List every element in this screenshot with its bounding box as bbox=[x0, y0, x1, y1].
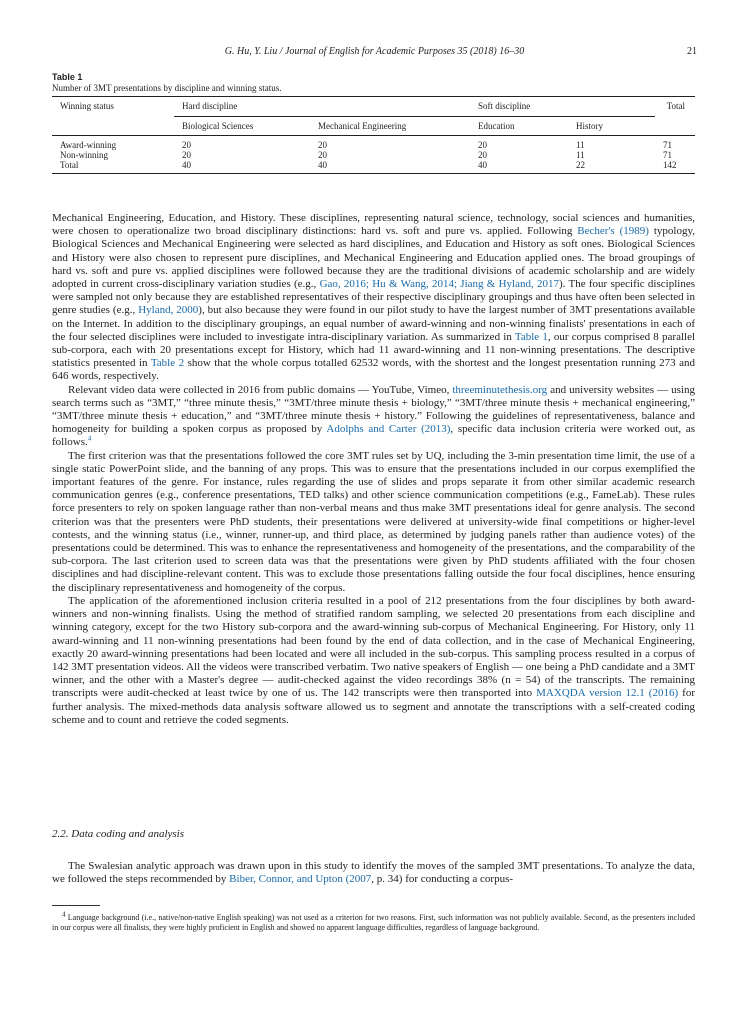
cell-value: 11 bbox=[576, 140, 585, 150]
text-run: The application of the aforementioned inclusion criteria resulted in a pool of 212 presentations from the four disciplines by both award-winners and non-winning finalists. Using the method of stratified random sampling, we selected 20 presentations from each discipline and winning category, except for the two History sub-corpora and the award-winning sub-corpus of Mechanical Engineering. For History, only 11 award-winning and 11 non-winning presentations had been found by the end of data collection, and in the case of Mechanical Engineering, exactly 20 award-winning presentations had been located and were all included in the sub-corpus. This sampling process resulted in a corpus of 142 3MT presentation videos. All the videos were transcribed verbatim. Two native speakers of English — one being a PhD candidate and a 3MT winner, and the other with a Master's degree — audit-checked against the video recordings 38% (n = 54) of the transcripts. The remaining transcripts were audit-checked at least twice by one of us. The 142 transcripts were then transported into bbox=[52, 594, 695, 700]
text-run: Mechanical Engineering, Education, and History. These disciplines, representing natural science, technology, social sciences and humanities, were chosen to operationalize two broad disciplinary distinctions: hard vs. soft and pure vs. applied. Following bbox=[52, 212, 695, 238]
paragraph bbox=[52, 212, 695, 384]
header-spacer bbox=[655, 117, 695, 136]
cell-value: 20 bbox=[478, 140, 487, 150]
cell-value: 20 bbox=[182, 150, 191, 160]
running-header bbox=[52, 46, 697, 60]
body-text bbox=[52, 212, 695, 727]
footnote bbox=[52, 910, 695, 933]
footnote-mark: 4 bbox=[62, 910, 66, 919]
header-education: Education bbox=[478, 121, 515, 131]
section-heading: 2.2. Data coding and analysis bbox=[52, 828, 184, 840]
cell-value: 22 bbox=[576, 160, 585, 170]
website-link[interactable]: threeminutethesis.org bbox=[452, 383, 548, 396]
text-run: , our corpus comprised 8 parallel sub-corpora, each with 20 presentations except for History, which had 11 award-winning and 11 non-winning presentations. The descriptive statistics presented in bbox=[52, 330, 696, 370]
text-run: and university websites — using search terms such as “3MT,” “three minute thesis,” “3MT/three minute thesis + biology,” “3MT/three minute thesis + mechanical engineering,” “3MT/three minute thesis + education,” and “3MT/three minute thesis + history.” Following the guidelines of representativeness, balance and homogeneity for building a spoken corpus as proposed by bbox=[52, 383, 695, 436]
cell-value: 20 bbox=[182, 140, 191, 150]
citation-link[interactable]: Hyland, 2000 bbox=[138, 304, 199, 317]
software-link[interactable]: MAXQDA version 12.1 (2016) bbox=[536, 687, 679, 700]
paragraph bbox=[52, 860, 695, 886]
header-history: History bbox=[576, 121, 603, 131]
cell-value: 142 bbox=[663, 160, 677, 170]
journal-citation: G. Hu, Y. Liu / Journal of English for Academic Purposes 35 (2018) 16–30 bbox=[224, 46, 525, 57]
cell-value: 40 bbox=[318, 160, 327, 170]
row-status: Non-winning bbox=[60, 150, 108, 160]
header-mechanical-engineering: Mechanical Engineering bbox=[318, 121, 407, 131]
row-status: Total bbox=[60, 160, 79, 170]
text-run: ). The four specific disciplines were sampled not only because they are established representatives of their respective disciplinary groupings and thus have often been selected in genre studies (e.g., bbox=[52, 278, 695, 317]
citation-link[interactable]: Adolphs and Carter (2013) bbox=[326, 423, 451, 436]
text-run: , p. 34) for conducting a corpus- bbox=[371, 873, 514, 886]
header-hard-discipline: Hard discipline bbox=[174, 97, 470, 117]
text-run: show that the whole corpus totalled 62532 words, with the shortest and the longest presentation running 273 and 646 words, respectively. bbox=[52, 357, 695, 383]
table-label: Table 1 bbox=[52, 72, 83, 82]
footnote-link[interactable]: 4 bbox=[87, 434, 92, 443]
table-link[interactable]: Table 2 bbox=[150, 357, 185, 370]
text-run: ), but also because they were found in our pilot study to have the largest number of 3MT presentations available on the Internet. In addition to the disciplinary groupings, an equal number of award-winning and non-winning finalists' presentations in each of the four selected disciplines were included to investigate intra-disciplinary variation. As summarized in bbox=[52, 304, 696, 343]
cell-value: 71 bbox=[663, 140, 672, 150]
cell-value: 20 bbox=[318, 140, 327, 150]
cell-value: 40 bbox=[478, 160, 487, 170]
text-run: , specific data inclusion criteria were worked out, as follows. bbox=[52, 423, 695, 449]
discipline-table bbox=[52, 96, 695, 174]
cell-value: 20 bbox=[318, 150, 327, 160]
page-number: 21 bbox=[687, 46, 697, 57]
cell-value: 71 bbox=[663, 150, 672, 160]
header-total: Total bbox=[666, 101, 685, 111]
footnote-divider bbox=[52, 905, 100, 906]
header-spacer bbox=[52, 117, 174, 136]
text-run: typology, Biological Sciences and Mechanical Engineering were selected as hard disciplines, and Education and History as soft ones. Biological Sciences and History were also chosen to represent pure disciplines, and Mechanical Engineering and Education applied ones. The broad groupings of hard vs. soft and pure vs. applied disciplines were followed because they are the traditional divisions of academic scholarship and are widely adopted in current cross-disciplinary variation studies (e.g., bbox=[52, 225, 695, 291]
header-winning-status: Winning status bbox=[60, 101, 114, 111]
table-row bbox=[52, 150, 695, 160]
header-soft-discipline: Soft discipline bbox=[470, 97, 655, 117]
text-run: Relevant video data were collected in 2016 from public domains — YouTube, Vimeo, bbox=[68, 383, 453, 396]
text-run: for further analysis. The mixed-methods data analysis software allowed us to segment and annotate the transcriptions with a self-created coding scheme and to count and retrieve the coded segments. bbox=[52, 687, 695, 726]
cell-value: 20 bbox=[478, 150, 487, 160]
paragraph bbox=[52, 384, 695, 450]
header-biological-sciences: Biological Sciences bbox=[182, 121, 254, 131]
table-row bbox=[52, 136, 695, 151]
cell-value: 40 bbox=[182, 160, 191, 170]
citation-link[interactable]: Biber, Connor, and Upton (2007 bbox=[229, 873, 372, 886]
cell-value: 11 bbox=[576, 150, 585, 160]
table-caption-text: Number of 3MT presentations by discipline and winning status. bbox=[52, 83, 282, 93]
body-text-continued bbox=[52, 860, 695, 886]
citation-link[interactable]: Becher's (1989) bbox=[577, 225, 649, 238]
row-status: Award-winning bbox=[60, 140, 117, 150]
footnote-text: Language background (i.e., native/non-native English speaking) was not used as a criterion for two reasons. First, such information was not publicly available. Second, as the presenters included in our corpus were all finalists, they were highly proficient in English and showed no apparent language difficulties, regardless of language background. bbox=[52, 913, 695, 932]
paragraph: The first criterion was that the presentations followed the core 3MT rules set by UQ, including the 3-min presentation time limit, the use of a single static PowerPoint slide, and the banning of any props. This was to ensure that the presentations included in our corpus exemplified the important features of the genre. For instance, rules regarding the use of slides and props separate it from other similar academic research communication genres (e.g., conference presentations, TED talks) and other science communication competitions (e.g., FameLab). These rules force presenters to rely on spoken language rather than non-verbal means and thus make 3MT presentations ideal for genre analysis. The second criterion was that the presenters were PhD students, their presentations were delivered at university-wide final competitions or higher-level contests, and the winning status (i.e., winner, runner-up, and third place, as determined by judging panels rather than audience votes) of the presentations could be determined. This was to enhance the representativeness and homogeneity of the presentations, and the comparability of the sub-corpora. The last criterion used to screen data was that the presentations were given by PhD students affiliated with the four chosen disciplines and had discipline-relevant content. This was to exclude those presentations falling outside the four focal disciplines, hence ensuring the disciplinary representativeness and homogeneity of the corpus. bbox=[52, 449, 695, 594]
citation-link[interactable]: Gao, 2016; Hu & Wang, 2014; Jiang & Hyland, 2017 bbox=[319, 278, 560, 291]
text-run: The Swalesian analytic approach was drawn upon in this study to identify the moves of the sampled 3MT presentations. To analyze the data, we followed the steps recommended by bbox=[52, 860, 695, 886]
paragraph bbox=[52, 595, 695, 727]
table-caption bbox=[52, 72, 282, 94]
table-link[interactable]: Table 1 bbox=[514, 330, 548, 343]
table-row bbox=[52, 160, 695, 174]
